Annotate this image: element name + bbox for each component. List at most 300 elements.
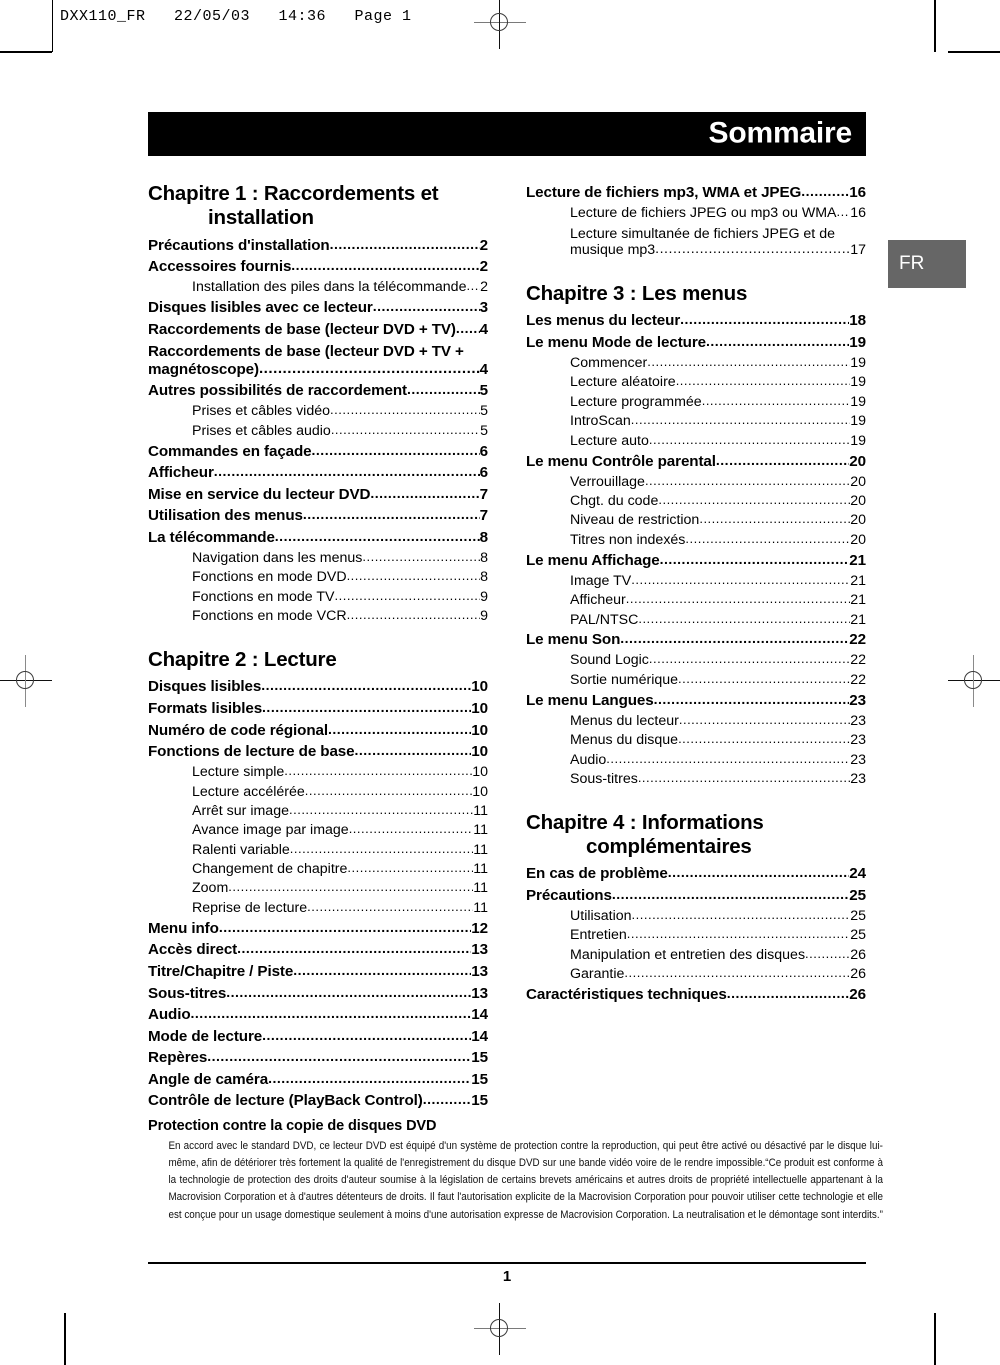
toc-entry-label: Lecture aléatoire (570, 374, 676, 391)
toc-page-number: 5 (480, 403, 488, 420)
toc-page-number: 25 (849, 886, 866, 904)
toc-entry-row (148, 942, 488, 957)
toc-page-number: 19 (850, 413, 866, 430)
toc-page-number: 26 (850, 966, 866, 983)
toc-dot-leader (423, 1092, 472, 1107)
page-title: Sommaire (708, 116, 852, 150)
toc-entry-label: Reprise de lecture (192, 899, 308, 916)
toc-entry-label: Commencer (570, 355, 648, 372)
toc-dot-leader (305, 784, 472, 798)
toc-entry-label: Titres non indexés (570, 531, 686, 548)
toc-entry-row (570, 513, 866, 527)
toc-page-number: 10 (472, 764, 488, 781)
toc-page-number: 14 (471, 1027, 488, 1045)
toc-entry-row (526, 454, 866, 469)
toc-entry-label: Utilisation des menus (148, 507, 303, 525)
toc-entry-label: Autres possibilités de raccordement (148, 382, 407, 400)
toc-dot-leader (347, 608, 481, 622)
registration-mark-left-center (0, 655, 52, 707)
toc-entry-label: Caractéristiques techniques (526, 986, 727, 1004)
toc-subentry[interactable] (148, 548, 488, 567)
toc-subentry[interactable] (526, 223, 866, 260)
toc-subentry[interactable] (526, 591, 866, 610)
toc-page-number: 10 (471, 678, 488, 696)
prepress-slug-line: DXX110_FR 22/05/03 14:36 Page 1 (60, 8, 412, 25)
language-tab-fr (888, 240, 966, 288)
toc-entry[interactable] (148, 1026, 488, 1048)
toc-dot-leader (355, 743, 472, 758)
toc-entry-row (570, 753, 866, 767)
toc-subentry[interactable] (526, 511, 866, 530)
toc-subentry[interactable] (526, 926, 866, 945)
toc-entry-row (148, 1093, 488, 1108)
toc-entry-label: Disques lisibles (148, 678, 262, 696)
toc-entry-row (192, 862, 488, 876)
toc-entry-row (570, 574, 866, 588)
toc-entry-label: Chgt. du code (570, 492, 659, 509)
toc-page-number: 2 (479, 258, 488, 276)
toc-entry[interactable] (148, 340, 488, 380)
toc-entry[interactable] (148, 698, 488, 720)
toc-page-number: 5 (480, 422, 488, 439)
toc-page-number: 19 (849, 334, 866, 352)
toc-entry-row (148, 701, 488, 716)
toc-dot-leader (262, 700, 471, 715)
toc-page-number: 20 (850, 492, 866, 509)
toc-page-number: 11 (473, 861, 488, 878)
toc-entry[interactable] (526, 332, 866, 354)
language-tab-label: FR (899, 253, 925, 274)
toc-chapter-heading (148, 648, 488, 672)
toc-page-number: 22 (849, 631, 866, 649)
toc-entry-label: Navigation dans les menus (192, 550, 363, 567)
toc-dot-leader (268, 1071, 471, 1086)
toc-entry-label: Changement de chapitre (192, 861, 348, 878)
toc-dot-leader (702, 394, 851, 408)
toc-entry[interactable] (526, 863, 866, 885)
toc-entry-row (192, 785, 488, 799)
toc-entry-label: Commandes en façade (148, 442, 312, 460)
toc-entry[interactable] (148, 741, 488, 763)
toc-chapter-heading-line2: complémentaires (586, 834, 752, 858)
toc-dot-leader (649, 652, 850, 666)
toc-dot-leader (407, 382, 480, 397)
toc-subentry[interactable] (148, 587, 488, 606)
toc-dot-leader (349, 822, 474, 836)
toc-entry[interactable] (526, 885, 866, 907)
toc-subentry[interactable] (148, 879, 488, 898)
toc-subentry[interactable] (148, 421, 488, 440)
toc-dot-leader (654, 692, 850, 707)
toc-subentry[interactable] (526, 731, 866, 750)
toc-entry[interactable] (148, 1069, 488, 1091)
toc-subentry[interactable] (526, 711, 866, 730)
toc-page-number: 21 (849, 551, 866, 569)
toc-subentry[interactable] (526, 769, 866, 788)
toc-page-number: 9 (480, 588, 488, 605)
toc-subentry[interactable] (526, 491, 866, 510)
toc-entry-label: Audio (148, 1006, 191, 1024)
toc-entry-row (192, 881, 488, 895)
toc-dot-leader (373, 299, 480, 314)
toc-dot-leader (679, 713, 850, 727)
toc-dot-leader (293, 963, 471, 978)
toc-page-number: 19 (850, 355, 866, 372)
toc-spacer (526, 789, 866, 811)
toc-entry-row (526, 888, 866, 903)
toc-entry-label: La télécommande (148, 529, 275, 547)
toc-dot-leader (631, 413, 850, 427)
toc-subentry[interactable] (526, 530, 866, 549)
toc-page-number: 21 (850, 572, 866, 589)
toc-entry-label: Sous-titres (570, 771, 638, 787)
toc-page-number: 21 (850, 592, 866, 609)
toc-entry-label: Le menu Langues (526, 691, 654, 709)
toc-entry-row (570, 928, 866, 942)
toc-entry[interactable] (148, 484, 488, 506)
toc-subentry[interactable] (526, 431, 866, 450)
toc-subentry[interactable] (526, 651, 866, 670)
toc-entry-row (148, 964, 488, 979)
toc-dot-leader (678, 672, 850, 686)
toc-entry[interactable] (526, 182, 866, 204)
toc-dot-leader (645, 474, 850, 488)
toc-page-number: 16 (849, 184, 866, 202)
toc-entry-row (148, 530, 488, 545)
toc-entry[interactable] (526, 450, 866, 472)
toc-page-number: 18 (849, 312, 866, 330)
toc-entry-row (570, 653, 866, 667)
toc-dot-leader (685, 532, 850, 546)
toc-entry[interactable] (526, 690, 866, 712)
toc-entry-row (570, 593, 866, 607)
toc-entry-label: PAL/NTSC (570, 611, 639, 628)
toc-page-number: 23 (850, 771, 866, 787)
toc-dot-leader (837, 205, 851, 219)
toc-subentry[interactable] (148, 278, 488, 297)
toc-dot-leader (638, 771, 850, 785)
toc-page-number: 25 (850, 907, 866, 924)
toc-page-number: 7 (479, 485, 488, 503)
toc-entry[interactable] (148, 676, 488, 698)
toc-entry-label: Repères (148, 1049, 208, 1067)
toc-entry[interactable] (148, 527, 488, 549)
toc-entry-row (570, 395, 866, 409)
toc-entry[interactable] (148, 505, 488, 527)
toc-entry-row (570, 613, 866, 627)
crop-mark-bottom-right-vertical (934, 1313, 936, 1365)
toc-page-number: 13 (471, 941, 488, 959)
toc-dot-leader (626, 592, 850, 606)
toc-entry-row (570, 414, 866, 428)
toc-page-number: 6 (479, 442, 488, 460)
toc-dot-leader (237, 941, 471, 956)
toc-entry-label: Raccordements de base (lecteur DVD + TV) (148, 320, 456, 338)
toc-dot-leader (307, 900, 473, 914)
toc-page-number: 15 (471, 1049, 488, 1067)
toc-entry-label: En cas de problème (526, 865, 668, 883)
toc-entry[interactable] (526, 984, 866, 1006)
toc-subentry[interactable] (526, 373, 866, 392)
toc-entry-row (148, 322, 488, 337)
toc-entry-label: Les menus du lecteur (526, 312, 681, 330)
toc-subentry[interactable] (148, 898, 488, 917)
toc-entry-label: Verrouillage (570, 473, 645, 490)
toc-subentry[interactable] (148, 801, 488, 820)
toc-subentry[interactable] (526, 353, 866, 372)
toc-subentry[interactable] (148, 763, 488, 782)
toc-dot-leader (699, 512, 850, 526)
toc-entry-row (192, 590, 488, 604)
registration-mark-circle (490, 13, 508, 31)
toc-page-number: 8 (480, 569, 488, 586)
toc-page-number: 10 (472, 783, 488, 800)
page-header-banner (148, 112, 866, 156)
toc-dot-leader (312, 443, 480, 458)
toc-dot-leader (668, 865, 850, 880)
toc-entry-label: Lecture auto (570, 432, 649, 449)
toc-entry-row (526, 185, 866, 200)
crop-mark-top-left-horizontal (0, 51, 52, 53)
toc-page-number: 22 (850, 652, 866, 669)
toc-entry-row (570, 206, 866, 220)
toc-subentry[interactable] (526, 610, 866, 629)
toc-page-number: 24 (849, 865, 866, 883)
toc-entry[interactable] (148, 1090, 488, 1112)
toc-dot-leader (275, 529, 480, 544)
toc-dot-leader (676, 374, 851, 388)
toc-page-number: 20 (850, 531, 866, 548)
toc-entry-label: Numéro de code régional (148, 721, 328, 739)
toc-subentry[interactable] (526, 906, 866, 925)
toc-dot-leader (328, 722, 471, 737)
toc-subentry[interactable] (526, 670, 866, 689)
toc-chapter-heading (526, 282, 866, 306)
toc-page-number: 20 (850, 512, 866, 529)
toc-page-number: 6 (479, 464, 488, 482)
toc-page-number: 16 (850, 205, 866, 222)
toc-dot-leader (606, 752, 850, 766)
toc-subentry[interactable] (148, 782, 488, 801)
toc-left-column (148, 182, 488, 1112)
toc-dot-leader (214, 464, 480, 479)
toc-dot-leader (727, 986, 850, 1001)
toc-page-number: 15 (471, 1092, 488, 1110)
toc-page-number: 5 (479, 382, 488, 400)
toc-subentry[interactable] (526, 945, 866, 964)
toc-subentry[interactable] (526, 392, 866, 411)
toc-columns (148, 182, 866, 1112)
toc-entry-label: Lecture de fichiers JPEG ou mp3 ou WMA (570, 205, 837, 222)
toc-entry-label: Sortie numérique (570, 671, 679, 688)
toc-spacer (148, 626, 488, 648)
toc-entry-row (148, 238, 488, 253)
toc-entry-row (192, 280, 488, 294)
toc-entry-label: Lecture accélérée (192, 783, 305, 800)
toc-page-number: 15 (471, 1070, 488, 1088)
toc-dot-leader (303, 507, 480, 522)
toc-entry[interactable] (148, 719, 488, 741)
toc-page-number: 12 (471, 919, 488, 937)
toc-subentry[interactable] (526, 472, 866, 491)
registration-mark-right-center (948, 655, 1000, 707)
toc-entry[interactable] (148, 462, 488, 484)
toc-page-number: 11 (473, 880, 488, 897)
slug-divider-rule (52, 0, 53, 52)
toc-page-number: 25 (850, 927, 866, 944)
toc-page-number: 26 (849, 986, 866, 1004)
toc-dot-leader (624, 966, 850, 980)
toc-entry-row (148, 723, 488, 738)
toc-entry-row (192, 570, 488, 584)
toc-entry-label: Disques lisibles avec ce lecteur (148, 299, 373, 317)
footer-divider-rule (148, 1262, 866, 1264)
toc-entry-label: Prises et câbles audio (192, 422, 331, 439)
toc-dot-leader (289, 803, 473, 817)
toc-page-number: 23 (849, 691, 866, 709)
toc-page-number: 14 (471, 1006, 488, 1024)
toc-entry-row (148, 508, 488, 523)
toc-dot-leader (801, 184, 849, 199)
toc-page-number: 26 (850, 946, 866, 963)
copy-protection-body: En accord avec le standard DVD, ce lecteur DVD est équipé d'un système de protection contre la reproduction, qui peut être activé ou désactivé par le disque lui-même, afin de détériorer très fortement la qualité de l'enregistrement du disque DVD sur une bande vidéo voire de le rendre impossible.“Ce produit est conforme à la technologie de protection des droits d'auteur soumise à la législation de certains brevets américains et autres droits de propriété intellectuelle appartenant à la Macrovision Corporation et à d'autres détenteurs de droits. Il faut l'autorisation explicite de la Macrovision Corporation pour pouvoir utiliser cette technologie et elle est conçue pour un usage domestique seulement à moins d'une autorisation expresse de Macrovision Corporation. La neutralisation et le démontage sont interdits.” (168, 1140, 883, 1221)
toc-dot-leader (191, 1006, 472, 1021)
toc-dot-leader (706, 334, 849, 349)
toc-page-number: 20 (849, 452, 866, 470)
toc-entry-label: Précautions (526, 886, 612, 904)
toc-entry-label: Zoom (192, 880, 229, 897)
toc-entry-row (148, 300, 488, 315)
toc-entry[interactable] (148, 441, 488, 463)
toc-entry-row (526, 632, 866, 647)
toc-dot-leader (261, 678, 471, 693)
toc-entry-row (192, 804, 488, 818)
toc-subentry[interactable] (148, 821, 488, 840)
toc-page-number: 2 (479, 236, 488, 254)
toc-entry-label: Précautions d'installation (148, 236, 330, 254)
toc-entry-row (148, 487, 488, 502)
toc-dot-leader (612, 887, 849, 902)
toc-dot-leader (678, 732, 850, 746)
toc-entry-label: Titre/Chapitre / Piste (148, 962, 294, 980)
toc-entry-label: Le menu Son (526, 631, 621, 649)
toc-page-number: 13 (471, 962, 488, 980)
toc-page-number: 19 (850, 432, 866, 449)
toc-entry-label: Afficheur (148, 464, 214, 482)
toc-chapter-heading-line2: installation (208, 206, 314, 230)
toc-page-number: 11 (473, 899, 488, 916)
toc-entry-row (192, 901, 488, 915)
toc-entry[interactable] (526, 550, 866, 572)
toc-entry-row (526, 693, 866, 708)
toc-page-number: 20 (850, 473, 866, 490)
toc-chapter-heading-line1: Chapitre 3 : Les menus (526, 282, 748, 306)
toc-entry-label: Formats lisibles (148, 699, 263, 717)
crop-mark-top-right-vertical (934, 0, 936, 52)
toc-entry-row (192, 424, 488, 438)
toc-entry-label: Angle de caméra (148, 1070, 269, 1088)
toc-page-number: 23 (850, 712, 866, 729)
toc-entry[interactable] (526, 629, 866, 651)
toc-entry[interactable] (526, 310, 866, 332)
toc-entry-label: Entretien (570, 927, 627, 944)
toc-entry-row (148, 986, 488, 1001)
toc-subentry[interactable] (148, 840, 488, 859)
toc-entry-label: Image TV (570, 572, 632, 589)
registration-mark-bottom-center (474, 1303, 526, 1355)
toc-entry[interactable] (148, 1004, 488, 1026)
toc-subentry[interactable] (526, 412, 866, 431)
toc-entry[interactable] (148, 961, 488, 983)
toc-entry[interactable] (148, 297, 488, 319)
toc-dot-leader (716, 453, 849, 468)
toc-page-number: 8 (480, 550, 488, 567)
toc-entry-row (192, 843, 488, 857)
page-folio-number: 1 (502, 1268, 512, 1285)
toc-subentry[interactable] (526, 571, 866, 590)
toc-entry-row (148, 1029, 488, 1044)
toc-entry-row (192, 765, 488, 779)
toc-entry[interactable] (148, 918, 488, 940)
toc-entry-label: Accès direct (148, 941, 238, 959)
toc-entry[interactable] (148, 234, 488, 256)
toc-entry-label: Installation des piles dans la télécommande (192, 279, 467, 296)
toc-entry-label: Sous-titres (148, 984, 227, 1002)
toc-entry-row (570, 714, 866, 728)
toc-entry-label-line1: Lecture simultanée de fichiers JPEG et de (570, 225, 835, 242)
toc-entry-row (570, 494, 866, 508)
crop-mark-top-right-horizontal (948, 51, 1000, 53)
toc-entry[interactable] (148, 256, 488, 278)
toc-entry-row (570, 733, 866, 747)
toc-entry[interactable] (148, 380, 488, 402)
toc-subentry[interactable] (148, 568, 488, 587)
toc-entry-label: Arrêt sur image (192, 802, 289, 819)
toc-page-number: 4 (479, 360, 488, 378)
toc-page-number: 22 (850, 671, 866, 688)
toc-entry-row (526, 866, 866, 881)
toc-subentry[interactable] (526, 204, 866, 223)
toc-entry-row (570, 533, 866, 547)
toc-subentry[interactable] (526, 965, 866, 984)
toc-dot-leader (291, 258, 479, 273)
toc-entry[interactable] (148, 939, 488, 961)
registration-mark-circle (490, 1319, 508, 1337)
toc-entry-label: Fonctions en mode TV (192, 588, 335, 605)
toc-entry[interactable] (148, 1047, 488, 1069)
toc-dot-leader (334, 589, 480, 603)
toc-entry-row (148, 1050, 488, 1065)
toc-dot-leader (370, 486, 479, 501)
toc-page-number: 10 (471, 743, 488, 761)
toc-subentry[interactable] (526, 750, 866, 769)
toc-page-number: 8 (479, 529, 488, 547)
toc-dot-leader (259, 361, 480, 376)
toc-entry-row (148, 383, 488, 398)
toc-subentry[interactable] (148, 402, 488, 421)
toc-entry-label: Prises et câbles vidéo (192, 403, 331, 420)
toc-subentry[interactable] (148, 859, 488, 878)
toc-entry-label: Le menu Contrôle parental (526, 452, 716, 470)
toc-subentry[interactable] (148, 607, 488, 626)
toc-dot-leader (655, 242, 850, 256)
toc-dot-leader (647, 355, 850, 369)
toc-page-number: 11 (473, 802, 488, 819)
toc-entry[interactable] (148, 982, 488, 1004)
toc-entry[interactable] (148, 319, 488, 341)
toc-entry-label: Menus du disque (570, 732, 679, 749)
toc-page-number: 7 (479, 507, 488, 525)
